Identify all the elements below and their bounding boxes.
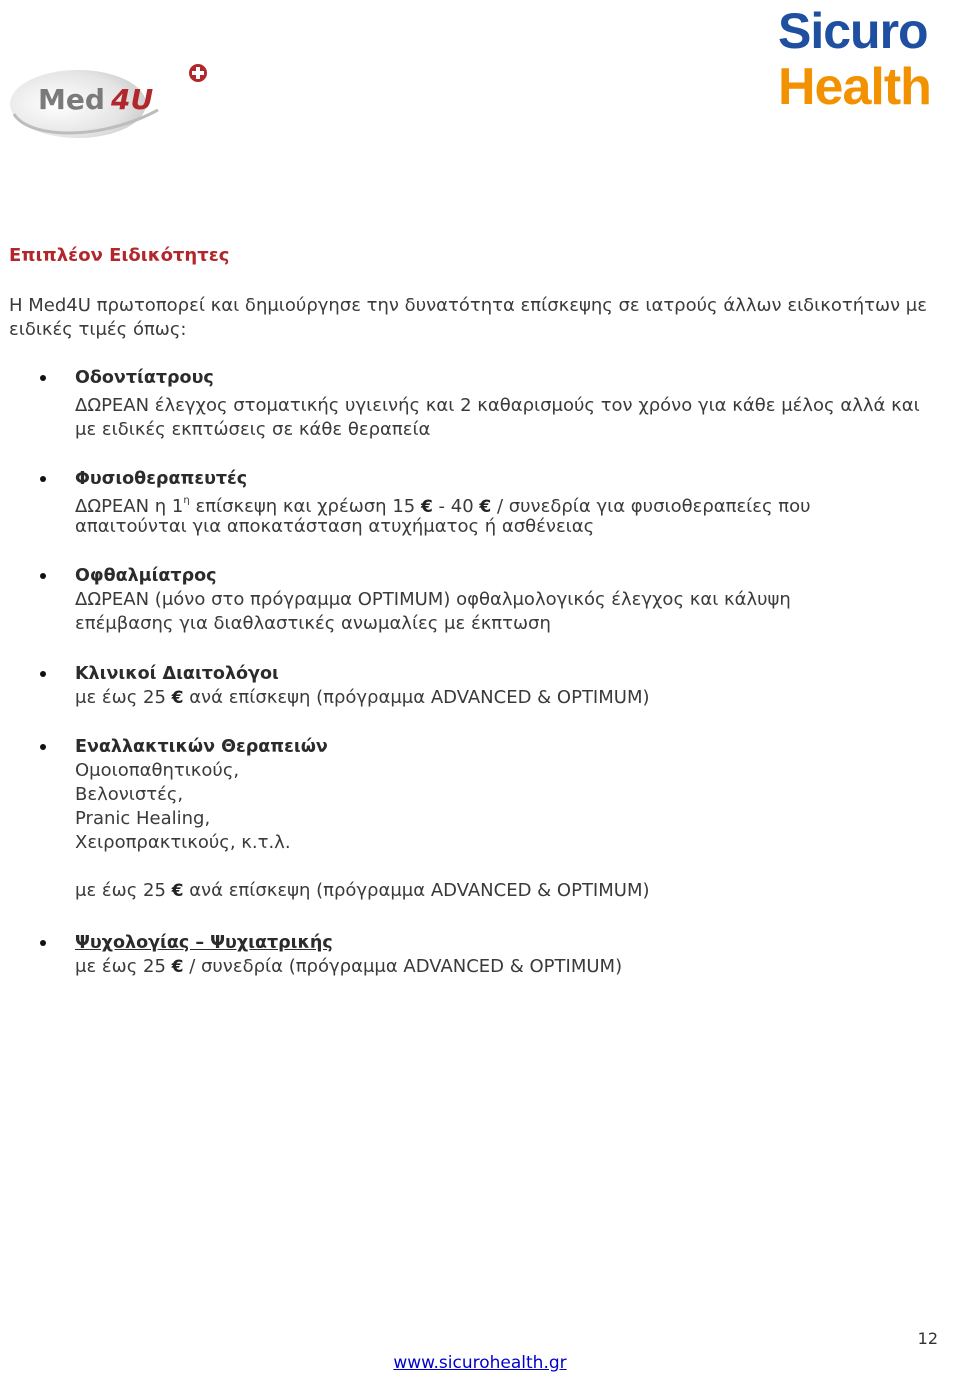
line-text: επίσκεψη και χρέωση 15 (189, 496, 421, 517)
section-title: Επιπλέον Ειδικότητες (9, 245, 230, 266)
logo-med-text: Med (38, 83, 105, 116)
item-line: επέμβασης για διαθλαστικές ανωμαλίες με έκπτωση (75, 613, 551, 634)
sicuro-logo-line2: Health (778, 58, 931, 116)
item-line: Χειροπρακτικούς, κ.τ.λ. (75, 832, 291, 853)
item-title: Εναλλακτικών Θεραπειών (75, 737, 328, 757)
line-text: με έως 25 (75, 880, 172, 901)
bullet-icon (40, 375, 46, 381)
item-line: Ομοιοπαθητικούς, (75, 760, 240, 781)
euro-icon: € (171, 688, 184, 708)
line-text: / συνεδρία για φυσιοθεραπείες που (491, 496, 811, 517)
sicuro-logo-line1: Sicuro (778, 3, 928, 59)
line-text: / συνεδρία (πρόγραμμα ADVANCED & OPTIMUM) (183, 956, 623, 977)
line-text: με έως 25 (75, 956, 172, 977)
item-line: με ειδικές εκπτώσεις σε κάθε θεραπεία (75, 419, 431, 440)
item-line: Pranic Healing, (75, 808, 211, 829)
bullet-icon (40, 940, 46, 946)
item-line: ΔΩΡΕΑΝ έλεγχος στοματικής υγιεινής και 2 καθαρισμούς τον χρόνο για κάθε μέλος αλλά και (75, 395, 920, 416)
bullet-icon (40, 671, 46, 677)
item-title: Φυσιοθεραπευτές (75, 469, 248, 489)
logo-plus-h (192, 71, 204, 75)
item-line: ΔΩΡΕΑΝ (μόνο στο πρόγραμμα OPTIMUM) οφθαλμολογικός έλεγχος και κάλυψη (75, 589, 791, 610)
item-line: Βελονιστές, (75, 784, 184, 805)
item-price-line (75, 879, 650, 903)
item-title: Οδοντίατρους (75, 368, 214, 388)
page-number: 12 (917, 1329, 938, 1348)
line-text: ανά επίσκεψη (πρόγραμμα ADVANCED & OPTIMUM) (183, 880, 650, 901)
logo-4u-text: 4U (111, 83, 154, 116)
item-line (75, 686, 650, 710)
euro-icon: € (420, 497, 433, 517)
item-line: απαιτούνται για αποκατάσταση ατυχήματος ή ασθένειας (75, 516, 595, 537)
bullet-icon (40, 573, 46, 579)
website-link[interactable]: www.sicurohealth.gr (393, 1353, 567, 1373)
euro-icon: € (171, 881, 184, 901)
line-text: - 40 (432, 496, 480, 517)
euro-icon: € (479, 497, 492, 517)
bullet-icon (40, 744, 46, 750)
item-line (75, 955, 622, 979)
line-text: ΔΩΡΕΑΝ η 1 (75, 496, 184, 517)
item-title: Ψυχολογίας – Ψυχιατρικής (75, 933, 333, 953)
bullet-icon (40, 476, 46, 482)
sicuro-health-logo (778, 4, 956, 116)
euro-icon: € (171, 957, 184, 977)
item-title: Κλινικοί Διαιτολόγοι (75, 664, 279, 684)
line-text: με έως 25 (75, 687, 172, 708)
ordinal-superscript: η (183, 495, 190, 506)
med4u-logo (8, 62, 213, 140)
line-text: ανά επίσκεψη (πρόγραμμα ADVANCED & OPTIMUM) (183, 687, 650, 708)
intro-paragraph: Η Med4U πρωτοπορεί και δημιούργησε την δυνατότητα επίσκεψης σε ιατρούς άλλων ειδικοτήτων με ειδικές τιμές όπως: (9, 295, 927, 340)
item-title: Οφθαλμίατρος (75, 566, 217, 586)
